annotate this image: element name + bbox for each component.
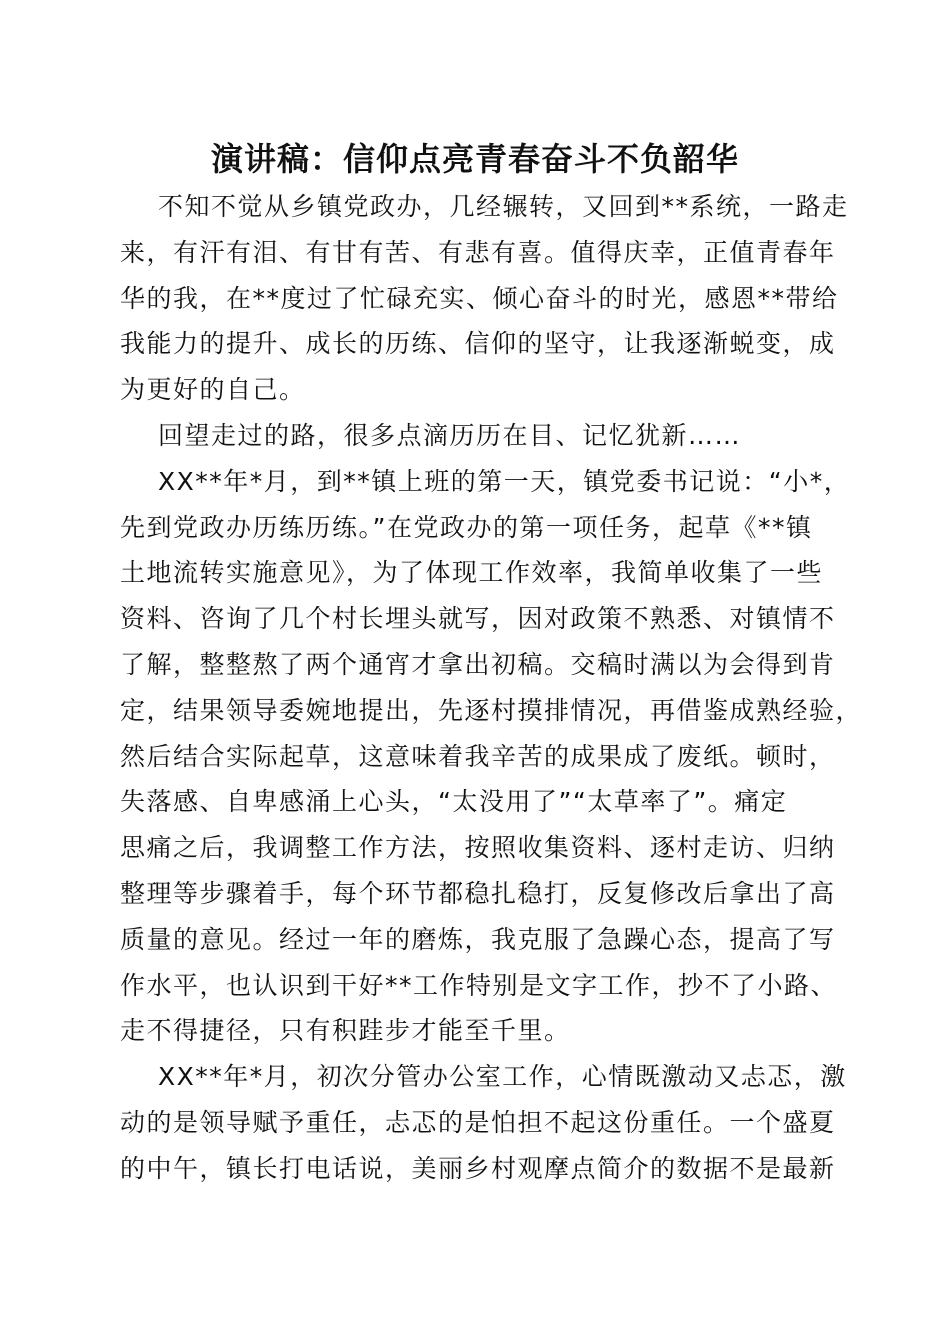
paragraph-line: 先到党政办历练历练。”在党政办的第一项任务，起草《**镇	[120, 512, 813, 542]
paragraph-line: 走不得捷径，只有积跬步才能至千里。	[120, 1016, 571, 1046]
paragraph-line: 思痛之后，我调整工作方法，按照收集资料、逐村走访、归纳	[120, 833, 836, 863]
paragraph-4	[120, 1054, 847, 1191]
paragraph-line: 来，有汗有泪、有甘有苦、有悲有喜。值得庆幸，正值青春年	[120, 237, 836, 267]
paragraph-1	[120, 184, 849, 413]
paragraph-line: 失落感、自卑感涌上心头，“太没用了”“太草率了”。痛定	[120, 787, 788, 817]
paragraph-line: 整理等步骤着手，每个环节都稳扎稳打，反复修改后拿出了高	[120, 878, 836, 908]
paragraph-line: 作水平，也认识到干好**工作特别是文字工作，抄不了小路、	[120, 970, 838, 1000]
paragraph-line: 不知不觉从乡镇党政办，几经辗转，又回到**系统，一路走	[158, 192, 849, 221]
paragraph-line: 然后结合实际起草，这意味着我辛苦的成果成了废纸。顿时，	[120, 741, 836, 771]
paragraph-line: 土地流转实施意见》，为了体现工作效率，我简单收集了一些	[120, 558, 824, 588]
paragraph-line: 质量的意见。经过一年的磨炼，我克服了急躁心态，提高了写	[120, 924, 836, 954]
paragraph-line: XX**年*月，初次分管办公室工作，心情既激动又忐忑，激	[158, 1062, 847, 1092]
paragraph-line: 我能力的提升、成长的历练、信仰的坚守，让我逐渐蜕变，成	[120, 329, 836, 359]
paragraph-line: 的中午，镇长打电话说，美丽乡村观摩点简介的数据不是最新	[120, 1153, 836, 1183]
paragraph-line: 定，结果领导委婉地提出，先逐村摸排情况，再借鉴成熟经验，	[120, 695, 863, 725]
document-title: 演讲稿：信仰点亮青春奋斗不负韶华	[210, 140, 739, 178]
paragraph-line: XX**年*月，到**镇上班的第一天，镇党委书记说：“小*，	[158, 466, 851, 496]
paragraph-line: 了解，整整熬了两个通宵才拿出初稿。交稿时满以为会得到肯	[120, 649, 836, 679]
paragraph-line: 华的我，在**度过了忙碌充实、倾心奋斗的时光，感恩**带给	[120, 283, 839, 313]
paragraph-line: 回望走过的路，很多点滴历历在目、记忆犹新……	[158, 420, 742, 450]
paragraph-3	[120, 459, 863, 1054]
paragraph-line: 为更好的自己。	[120, 375, 306, 405]
paragraph-2	[120, 413, 832, 459]
paragraph-line: 资料、咨询了几个村长埋头就写，因对政策不熟悉、对镇情不	[120, 604, 836, 634]
document-body	[120, 184, 863, 1192]
paragraph-line: 动的是领导赋予重任，忐忑的是怕担不起这份重任。一个盛夏	[120, 1107, 836, 1137]
